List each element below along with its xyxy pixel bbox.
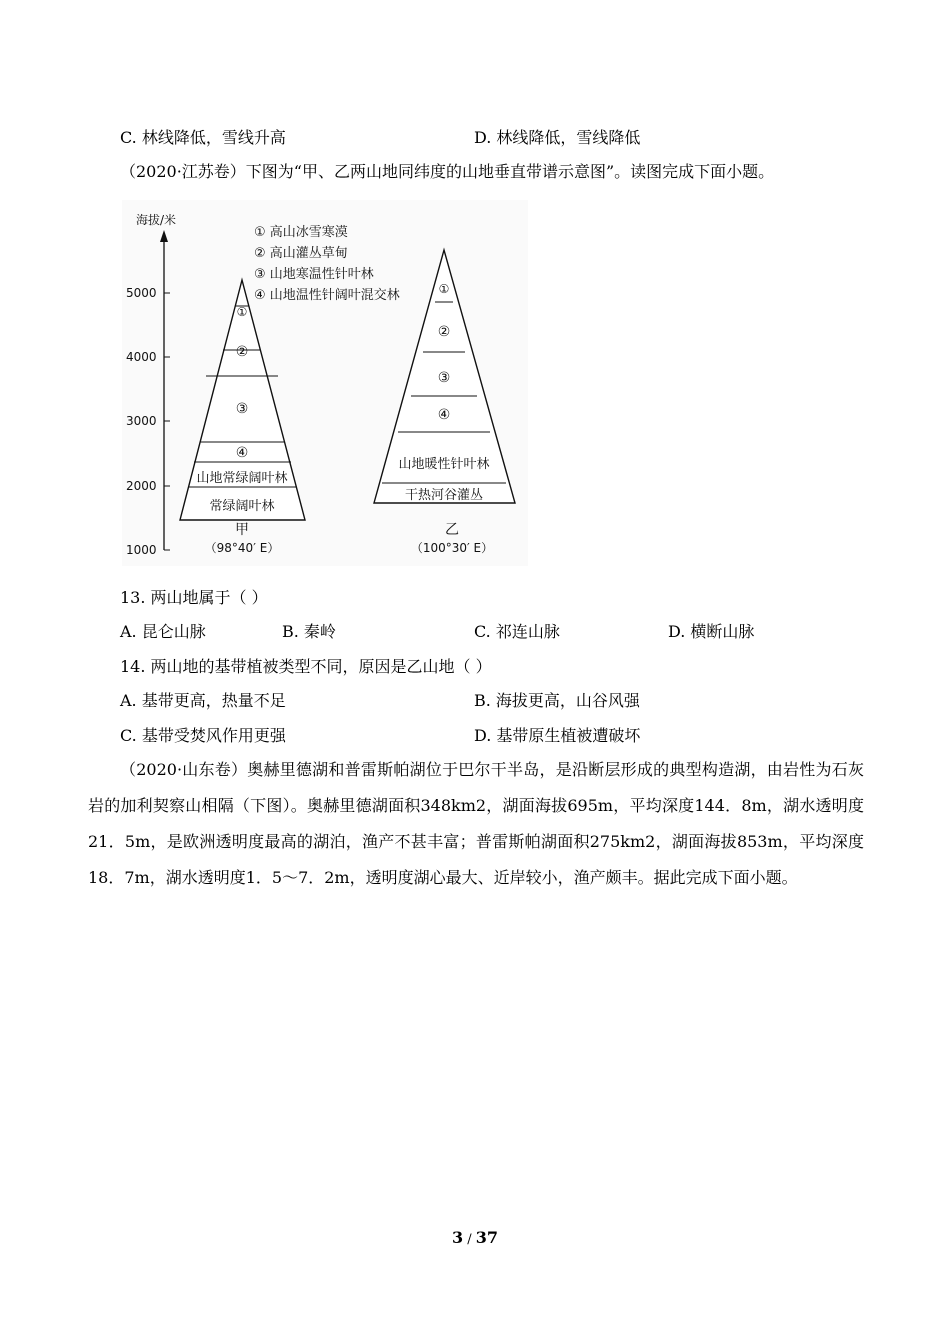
zone-label: ④ [235,445,249,461]
q14-option-c: C. 基带受焚风作用更强 [120,726,286,745]
zone-label: ③ [437,370,451,386]
q13-option-c: C. 祁连山脉 [474,622,560,641]
q13-stem: 13. 两山地属于（ ） [120,588,268,607]
reading-passage: （2020·山东卷）奥赫里德湖和普雷斯帕湖位于巴尔干半岛，是沿断层形成的典型构造湖，由岩性为石灰岩的加利契察山相隔（下图）。奥赫里德湖面积348km2，湖面海拔695m，平均深度144．8m，湖水透明度21．5m，是欧洲透明度最高的湖泊，渔产不甚丰富；普雷斯帕湖面积275km2，湖面海拔853m，平均深度18．7m，湖水透明度1．5～7．2m，透明度湖心最大、近岸较小，渔产颇丰。据此完成下面小题。 [88,760,864,887]
base-zone-label: 干热河谷灌丛 [404,488,484,503]
legend [254,224,400,303]
base-zone-label: 常绿阔叶林 [209,499,275,514]
y-tick-label: 2000 [126,479,157,493]
y-tick-label: 1000 [126,543,157,557]
base-zone-label: 山地暖性针叶林 [398,457,490,472]
legend-item: ④ 山地温性针阔叶混交林 [254,288,400,303]
zone-label: ③ [235,401,249,417]
y-axis [126,212,176,557]
figure-intro: （2020·江苏卷）下图为“甲、乙两山地同纬度的山地垂直带谱示意图”。读图完成下面小题。 [120,162,775,181]
mountain-longitude: （98°40′ E） [204,541,280,555]
page-separator: / [463,1232,476,1247]
q13-option-d: D. 横断山脉 [668,622,755,641]
y-tick-label: 5000 [126,286,157,300]
vertical-zonation-figure [122,200,528,566]
page-footer [0,1228,950,1247]
y-tick-label: 3000 [126,414,157,428]
q14-option-a: A. 基带更高，热量不足 [120,691,286,710]
q14-stem: 14. 两山地的基带植被类型不同，原因是乙山地（ ） [120,657,492,676]
zone-label: ④ [437,407,451,423]
zone-label: ② [235,344,249,360]
zone-label: ② [437,324,451,340]
y-axis-label: 海拔/米 [136,213,177,227]
q13-option-b: B. 秦岭 [282,622,336,641]
y-tick-label: 4000 [126,350,157,364]
mountain-name: 甲 [235,522,249,538]
legend-item: ③ 山地寒温性针叶林 [254,267,374,282]
zone-label: ① [438,282,450,296]
mountain-longitude: （100°30′ E） [410,541,494,555]
mountain-a [180,280,305,555]
legend-item: ① 高山冰雪寒漠 [254,225,348,240]
mountain-name: 乙 [445,522,459,538]
base-zone-label: 山地常绿阔叶林 [196,471,288,486]
page-number: 3 [451,1228,464,1247]
q14-option-d: D. 基带原生植被遭破坏 [474,726,641,745]
q13-option-a: A. 昆仑山脉 [120,622,206,641]
q12-option-d: D. 林线降低，雪线降低 [474,128,641,147]
zone-label: ① [236,305,248,319]
page-total: 37 [475,1228,499,1247]
q14-option-b: B. 海拔更高，山谷风强 [474,691,640,710]
legend-item: ② 高山灌丛草甸 [254,246,348,261]
q12-option-c: C. 林线降低，雪线升高 [120,128,286,147]
